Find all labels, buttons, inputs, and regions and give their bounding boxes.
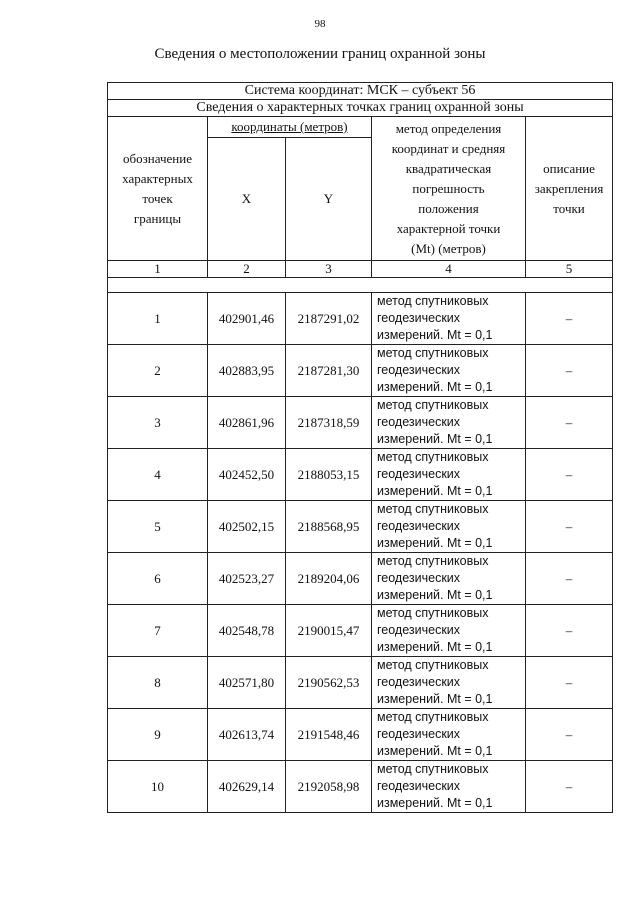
coord-x: 402548,78 (208, 605, 286, 657)
method (372, 553, 526, 605)
spacer-row (108, 278, 613, 293)
coordinate-system: Система координат: МСК – субъект 56 (108, 83, 613, 100)
method (372, 709, 526, 761)
point-number: 2 (108, 345, 208, 397)
point-number: 7 (108, 605, 208, 657)
point-number: 9 (108, 709, 208, 761)
point-description: – (526, 709, 613, 761)
coord-x: 402861,96 (208, 397, 286, 449)
point-number: 10 (108, 761, 208, 813)
method-line: геодезических (377, 675, 461, 689)
point-description: – (526, 293, 613, 345)
coord-y: 2192058,98 (286, 761, 372, 813)
coord-y: 2190015,47 (286, 605, 372, 657)
coord-x: 402502,15 (208, 501, 286, 553)
coord-x: 402883,95 (208, 345, 286, 397)
table-row (108, 605, 613, 657)
table-row (108, 553, 613, 605)
method-line: метод спутниковых (377, 398, 489, 412)
column-index-row (108, 261, 613, 278)
column-index: 4 (372, 261, 526, 278)
column-index: 1 (108, 261, 208, 278)
col-designation-header (108, 117, 208, 261)
column-index: 5 (526, 261, 613, 278)
table-row (108, 657, 613, 709)
method-line: измерений. Mt = 0,1 (377, 744, 493, 758)
method-line: геодезических (377, 571, 461, 585)
boundary-points-table (107, 82, 613, 813)
point-description: – (526, 345, 613, 397)
header-line: погрешность (412, 180, 485, 196)
coord-y: 2188053,15 (286, 449, 372, 501)
header-line: (Mt) (метров) (411, 240, 486, 256)
method-line: измерений. Mt = 0,1 (377, 432, 493, 446)
header-line: координат и средняя (391, 140, 506, 156)
col-description-header (526, 117, 613, 261)
method-line: геодезических (377, 727, 461, 741)
table-row (108, 293, 613, 345)
header-line: квадратическая (405, 160, 492, 176)
coord-x: 402452,50 (208, 449, 286, 501)
column-index: 3 (286, 261, 372, 278)
coord-x: 402629,14 (208, 761, 286, 813)
column-header-row (108, 117, 613, 138)
coord-x: 402901,46 (208, 293, 286, 345)
coord-x: 402523,27 (208, 553, 286, 605)
header-line: описание (543, 160, 595, 176)
header-line: точек (142, 190, 173, 206)
table-row (108, 449, 613, 501)
method (372, 293, 526, 345)
method-line: геодезических (377, 363, 461, 377)
coord-y: 2188568,95 (286, 501, 372, 553)
points-header: Сведения о характерных точках границ охранной зоны (108, 100, 613, 117)
header-line: границы (133, 210, 182, 226)
method (372, 449, 526, 501)
col-x-header: X (208, 138, 286, 261)
point-description: – (526, 761, 613, 813)
spacer-cell (108, 278, 613, 293)
method (372, 345, 526, 397)
header-line: метод определения (395, 120, 502, 136)
header-line: точки (553, 200, 585, 216)
method-line: измерений. Mt = 0,1 (377, 796, 493, 810)
method-line: измерений. Mt = 0,1 (377, 588, 493, 602)
table-row (108, 345, 613, 397)
coord-y: 2189204,06 (286, 553, 372, 605)
point-number: 3 (108, 397, 208, 449)
point-description: – (526, 657, 613, 709)
method-line: измерений. Mt = 0,1 (377, 484, 493, 498)
method (372, 761, 526, 813)
point-description: – (526, 397, 613, 449)
document-title: Сведения о местоположении границ охранной зоны (154, 46, 486, 62)
point-number: 8 (108, 657, 208, 709)
method-line: измерений. Mt = 0,1 (377, 380, 493, 394)
method-line: метод спутниковых (377, 606, 489, 620)
method-line: метод спутниковых (377, 502, 489, 516)
page-number: 98 (314, 18, 326, 30)
coord-y: 2187318,59 (286, 397, 372, 449)
coord-y: 2187281,30 (286, 345, 372, 397)
col-method-header (372, 117, 526, 261)
point-description: – (526, 553, 613, 605)
table-row (108, 709, 613, 761)
method (372, 501, 526, 553)
method-line: геодезических (377, 415, 461, 429)
method (372, 397, 526, 449)
method-line: измерений. Mt = 0,1 (377, 692, 493, 706)
point-number: 4 (108, 449, 208, 501)
method-line: метод спутниковых (377, 658, 489, 672)
coord-y: 2187291,02 (286, 293, 372, 345)
header-line: характерных (122, 170, 193, 186)
point-description: – (526, 501, 613, 553)
system-row (108, 83, 613, 100)
table-row (108, 501, 613, 553)
header-line: характерной точки (396, 220, 501, 236)
method-line: геодезических (377, 467, 461, 481)
method (372, 605, 526, 657)
col-coords-header (208, 117, 372, 138)
header-line: положения (418, 200, 479, 216)
method-line: измерений. Mt = 0,1 (377, 328, 493, 342)
method-line: метод спутниковых (377, 294, 489, 308)
col-y-header: Y (286, 138, 372, 261)
method-line: геодезических (377, 623, 461, 637)
points-header-row (108, 100, 613, 117)
method-line: метод спутниковых (377, 450, 489, 464)
point-number: 5 (108, 501, 208, 553)
method-line: метод спутниковых (377, 710, 489, 724)
method-line: измерений. Mt = 0,1 (377, 536, 493, 550)
method-line: геодезических (377, 311, 461, 325)
coord-x: 402613,74 (208, 709, 286, 761)
point-description: – (526, 449, 613, 501)
coord-y: 2190562,53 (286, 657, 372, 709)
point-number: 1 (108, 293, 208, 345)
table-row (108, 761, 613, 813)
method (372, 657, 526, 709)
method-line: метод спутниковых (377, 554, 489, 568)
point-number: 6 (108, 553, 208, 605)
method-line: метод спутниковых (377, 762, 489, 776)
table-row (108, 397, 613, 449)
method-line: геодезических (377, 779, 461, 793)
header-line: закрепления (534, 180, 604, 196)
coord-y: 2191548,46 (286, 709, 372, 761)
coord-x: 402571,80 (208, 657, 286, 709)
method-line: измерений. Mt = 0,1 (377, 640, 493, 654)
method-line: метод спутниковых (377, 346, 489, 360)
method-line: геодезических (377, 519, 461, 533)
header-line: обозначение (123, 150, 192, 166)
point-description: – (526, 605, 613, 657)
column-index: 2 (208, 261, 286, 278)
coords-label: координаты (метров) (231, 119, 348, 134)
